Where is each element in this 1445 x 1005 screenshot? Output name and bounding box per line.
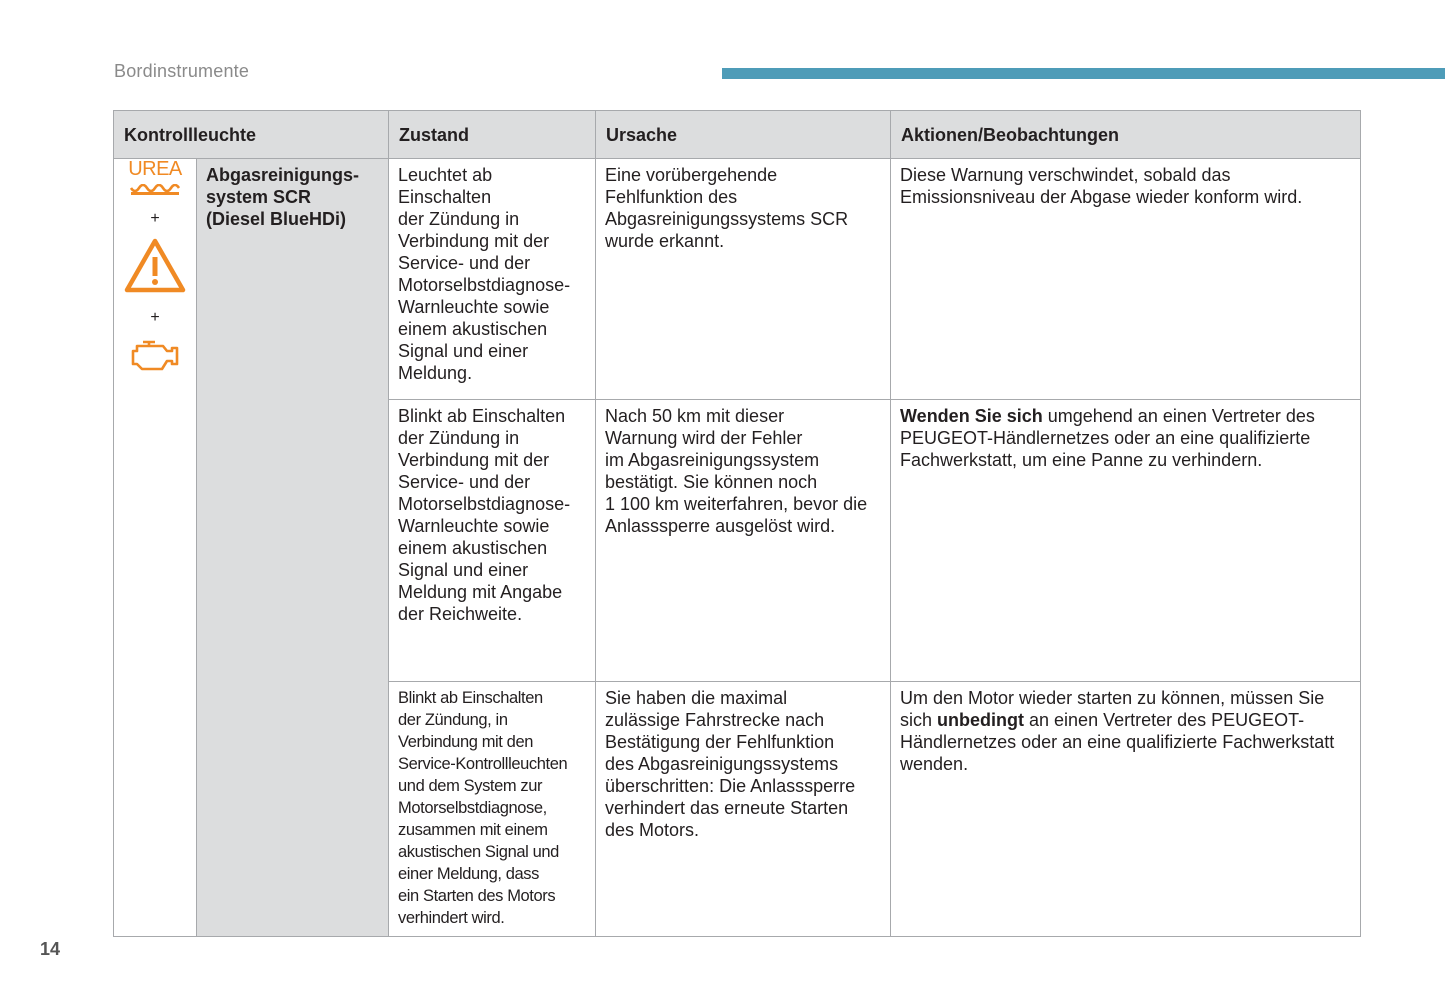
system-name-line: system SCR [206,187,312,207]
zustand-cell [389,400,596,682]
text-line: Einschalten [398,187,492,207]
ursache-cell [596,159,891,400]
page-number: 14 [40,939,61,959]
plus-sign: + [150,210,160,227]
text-line: Motorselbstdiagnose- [398,275,571,295]
ursache-cell [596,682,891,937]
text-line: Leuchtet ab [398,165,493,185]
text-line: akustischen Signal und [398,843,559,861]
text-line: der Reichweite. [398,604,523,624]
text-line: Warnung wird der Fehler [605,428,803,448]
zustand-cell [389,159,596,400]
text-line: verhindert wird. [398,909,505,927]
text-line [900,709,1351,731]
column-header-kontrollleuchte: Kontrollleuchte [114,111,389,159]
text-line: der Zündung in [398,209,520,229]
text-line: Händlernetzes oder an eine qualifizierte Fachwerkstatt [900,732,1335,752]
text-line: wenden. [900,754,969,774]
table-header-row [114,111,1361,159]
section-title: Bordinstrumente [114,61,250,81]
text-line: überschritten: Die Anlasssperre [605,776,856,796]
aktion-cell [891,159,1361,400]
text-line: und dem System zur [398,777,543,795]
text-line: ein Starten des Motors [398,887,556,905]
text-line: Abgasreinigungssystems SCR [605,209,849,229]
urea-icon: UREA [128,159,182,201]
text-line: einer Meldung, dass [398,865,540,883]
column-header-aktionen: Aktionen/Beobachtungen [891,111,1361,159]
text-line: Blinkt ab Einschalten [398,689,543,707]
text-line: des Motors. [605,820,700,840]
text-line: Motorselbstdiagnose, [398,799,547,817]
text-line: des Abgasreinigungssystems [605,754,839,774]
text-line: Warnleuchte sowie [398,516,550,536]
text-line: Sie haben die maximal [605,688,788,708]
text-line: Emissionsniveau der Abgase wieder konform wird. [900,187,1303,207]
text-line: Eine vorübergehende [605,165,778,185]
text-line: einem akustischen [398,319,548,339]
text-line: Verbindung mit der [398,231,550,251]
text-line: Verbindung mit den [398,733,533,751]
text-line: Signal und einer [398,560,529,580]
engine-check-icon [114,336,196,379]
text-line: Service- und der [398,472,531,492]
text-line: der Zündung in [398,428,520,448]
text-line: zusammen mit einem [398,821,548,839]
text-line: Signal und einer [398,341,529,361]
ursache-cell [596,400,891,682]
column-header-zustand: Zustand [389,111,596,159]
text-line: Warnleuchte sowie [398,297,550,317]
aktion-cell [891,400,1361,682]
text-line: Verbindung mit der [398,450,550,470]
text-line: Um den Motor wieder starten zu können, müssen Sie [900,688,1325,708]
emphasis-text: Wenden Sie sich [900,406,1043,426]
text-line: Fehlfunktion des [605,187,738,207]
text-line: der Zündung, in [398,711,508,729]
plus-sign: + [150,309,160,326]
warning-triangle-icon [114,237,196,300]
text-line: 1 100 km weiterfahren, bevor die [605,494,868,514]
text-line: Diese Warnung verschwindet, sobald das [900,165,1231,185]
aktion-cell [891,682,1361,937]
text-line: Fachwerkstatt, um eine Panne zu verhindern. [900,450,1263,470]
text-line: zulässige Fahrstrecke nach [605,710,825,730]
text-line: einem akustischen [398,538,548,558]
text-line: Bestätigung der Fehlfunktion [605,732,835,752]
text-line: Nach 50 km mit dieser [605,406,785,426]
table-row [114,159,1361,400]
text-line: verhindert das erneute Starten [605,798,849,818]
text-line: wurde erkannt. [605,231,725,251]
system-name-cell [197,159,389,937]
text-line: PEUGEOT-Händlernetzes oder an eine qualifizierte [900,428,1311,448]
text-line: Anlasssperre ausgelöst wird. [605,516,836,536]
system-name-line: Abgasreinigungs- [206,165,360,185]
text-line: Meldung. [398,363,473,383]
zustand-cell [389,682,596,937]
text-line: im Abgasreinigungssystem [605,450,820,470]
system-name-line: (Diesel BlueHDi) [206,209,347,229]
text-fragment: umgehend an einen Vertreter des [1042,406,1315,426]
text-line: bestätigt. Sie können noch [605,472,818,492]
text-fragment: sich [900,710,938,730]
emphasis-text: unbedingt [937,710,1025,730]
text-line: Service-Kontrollleuchten [398,755,568,773]
text-line: Meldung mit Angabe [398,582,563,602]
text-line: Service- und der [398,253,531,273]
column-header-ursache: Ursache [596,111,891,159]
text-line [900,405,1351,427]
text-fragment: an einen Vertreter des PEUGEOT- [1024,710,1305,730]
text-line: Blinkt ab Einschalten [398,406,566,426]
warning-lights-table [113,110,1361,937]
warning-icons-cell [114,159,197,937]
text-line: Motorselbstdiagnose- [398,494,571,514]
header-accent-bar [722,68,1445,79]
